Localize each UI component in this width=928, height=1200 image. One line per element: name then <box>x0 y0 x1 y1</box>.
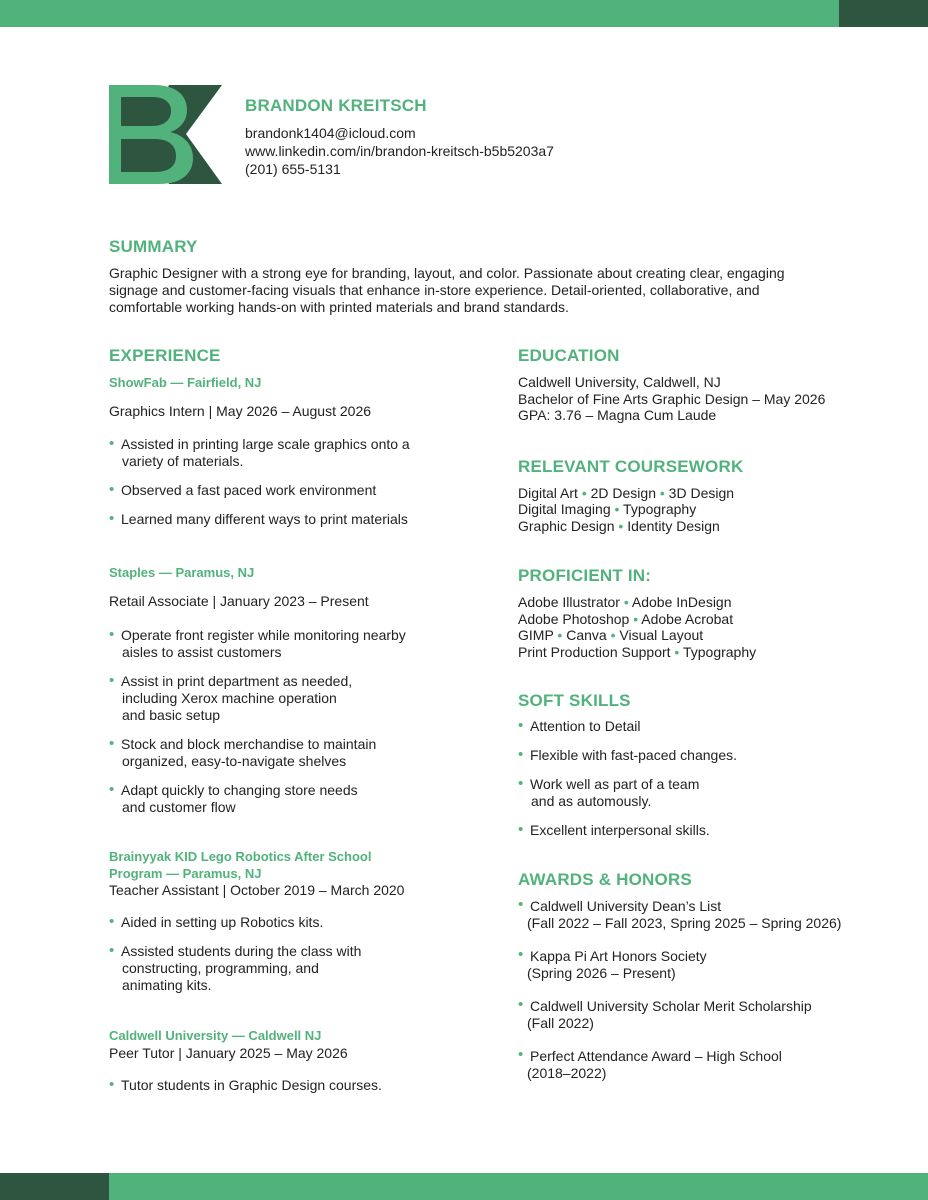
bullet-icon: • <box>109 626 115 643</box>
bullet-icon: • <box>518 996 524 1013</box>
bullet-icon: • <box>518 896 524 913</box>
job-company: Caldwell University — Caldwell NJ <box>109 1028 322 1043</box>
list-item: • Adapt quickly to changing store needs and customer flow <box>109 781 358 815</box>
phone: (201) 655-5131 <box>245 161 341 177</box>
education-degree: Bachelor of Fine Arts Graphic Design – May 2026 <box>518 390 826 407</box>
list-item: • Excellent interpersonal skills. <box>518 821 710 838</box>
list-item: • Tutor students in Graphic Design courses. <box>109 1076 382 1093</box>
bottom-accent-bar <box>109 1173 928 1200</box>
list-item: • Work well as part of a team and as automously. <box>518 775 700 809</box>
bullet-icon: • <box>518 1046 524 1063</box>
job-company: Brainyyak KID Lego Robotics After School Program — Paramus, NJ <box>109 849 372 881</box>
bullet-icon: • <box>518 821 524 838</box>
job-company: ShowFab — Fairfield, NJ <box>109 375 262 390</box>
awards-heading: AWARDS & HONORS <box>518 870 692 889</box>
list-item: • Assisted in printing large scale graphics onto a variety of materials. <box>109 435 410 469</box>
list-item: • Learned many different ways to print materials <box>109 510 408 527</box>
coursework-section <box>518 457 898 535</box>
summary-heading: SUMMARY <box>109 237 198 256</box>
skill-row: Adobe Illustrator • Adobe InDesign <box>518 594 732 610</box>
candidate-name: BRANDON KREITSCH <box>245 96 427 115</box>
bullet-icon: • <box>109 510 115 527</box>
top-accent-bar <box>0 0 839 27</box>
proficient-heading: PROFICIENT IN: <box>518 566 652 585</box>
bullet-icon: • <box>518 717 524 734</box>
job-role: Retail Associate | January 2023 – Present <box>109 593 369 609</box>
linkedin-url[interactable]: www.linkedin.com/in/brandon-kreitsch-b5b5203a7 <box>245 143 554 159</box>
list-item: • Perfect Attendance Award – High School (2018–2022) <box>518 1046 782 1081</box>
bk-monogram-logo <box>109 85 222 184</box>
bullet-icon: • <box>109 481 115 498</box>
list-item: • Aided in setting up Robotics kits. <box>109 913 324 930</box>
awards-section <box>518 870 898 1081</box>
top-accent-bar-dark <box>839 0 928 27</box>
education-heading: EDUCATION <box>518 346 620 365</box>
list-item: • Stock and block merchandise to maintain organized, easy-to-navigate shelves <box>109 735 377 769</box>
list-item: • Assist in print department as needed, including Xerox machine operation and basic setup <box>109 672 353 723</box>
bullet-icon: • <box>518 746 524 763</box>
proficient-section <box>518 566 898 660</box>
list-item: • Observed a fast paced work environment <box>109 481 377 498</box>
bullet-icon: • <box>109 942 115 959</box>
coursework-row: Graphic Design • Identity Design <box>518 517 720 534</box>
coursework-row: Digital Art • 2D Design • 3D Design <box>518 484 735 501</box>
coursework-row: Digital Imaging • Typography <box>518 501 697 517</box>
right-column <box>518 346 898 1081</box>
bullet-icon: • <box>109 672 115 689</box>
bullet-icon: • <box>109 1076 115 1093</box>
job-role: Peer Tutor | January 2025 – May 2026 <box>109 1045 348 1061</box>
email[interactable]: brandonk1404@icloud.com <box>245 125 416 141</box>
education-school: Caldwell University, Caldwell, NJ <box>518 374 721 390</box>
list-item: • Assisted students during the class with constructing, programming, and animating kits. <box>109 942 362 993</box>
experience-section <box>109 346 469 1094</box>
bullet-icon: • <box>518 946 524 963</box>
experience-heading: EXPERIENCE <box>109 346 221 365</box>
job-company: Staples — Paramus, NJ <box>109 565 255 580</box>
coursework-heading: RELEVANT COURSEWORK <box>518 456 744 476</box>
bottom-accent-bar-dark <box>0 1173 109 1200</box>
bullet-icon: • <box>109 435 115 452</box>
list-item: • Kappa Pi Art Honors Society (Spring 2026 – Present) <box>518 946 707 981</box>
soft-skills-heading: SOFT SKILLS <box>518 691 631 710</box>
job-role: Teacher Assistant | October 2019 – March 2020 <box>109 882 405 898</box>
bullet-icon: • <box>109 735 115 752</box>
summary-section <box>109 237 809 316</box>
soft-skills-section <box>518 691 898 839</box>
job-role: Graphics Intern | May 2026 – August 2026 <box>109 403 372 419</box>
contact-block <box>245 124 554 178</box>
education-gpa: GPA: 3.76 – Magna Cum Laude <box>518 407 717 423</box>
summary-text: Graphic Designer with a strong eye for branding, layout, and color. Passionate about creating clear, engaging signage and customer-facing visuals that enhance in-store experience. Detail-oriented, collaborative, and comfortable working hands-on with printed materials and brand standards. <box>109 265 785 315</box>
list-item: • Operate front register while monitoring nearby aisles to assist customers <box>109 626 406 660</box>
bullet-icon: • <box>109 913 115 930</box>
skill-row: Adobe Photoshop • Adobe Acrobat <box>518 610 734 627</box>
skill-row: Print Production Support • Typography <box>518 643 757 660</box>
skill-row: GIMP • Canva • Visual Layout <box>518 627 704 643</box>
list-item: • Caldwell University Dean’s List (Fall 2022 – Fall 2023, Spring 2025 – Spring 2026) <box>518 896 842 931</box>
bullet-icon: • <box>109 781 115 798</box>
education-section <box>518 346 898 424</box>
list-item: • Attention to Detail <box>518 717 641 734</box>
list-item: • Flexible with fast-paced changes. <box>518 746 737 763</box>
bullet-icon: • <box>518 775 524 792</box>
list-item: • Caldwell University Scholar Merit Scholarship (Fall 2022) <box>518 996 812 1031</box>
